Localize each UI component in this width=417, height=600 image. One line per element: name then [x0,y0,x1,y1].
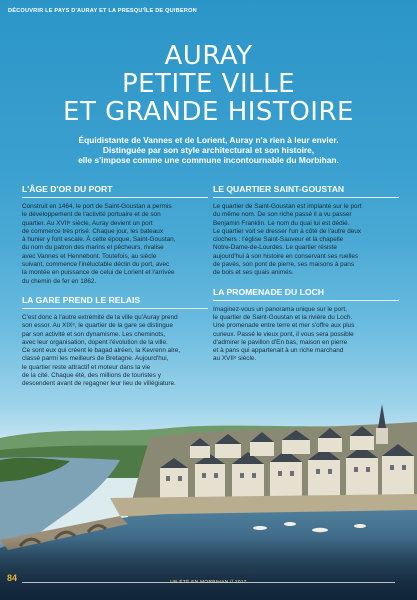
page-number: 84 [7,573,18,583]
section-relais [22,295,208,389]
body-line: de commerce très prisé. Chaque jour, les bateaux [22,227,164,235]
body-line: du chemin de fer en 1862. [22,277,97,285]
body-line: avec Vannes et Hennebont. Toutefois, au siècle [22,252,157,260]
body-line: Le quartier de Saint-Goustan est implanté sur le port [213,203,362,210]
section-quartier [213,184,399,278]
body-line: aujourd'hui à son histoire en conservant ses ruelles [213,252,359,260]
section-body [22,314,208,389]
body-line: curieux. Passé le vieux pont, il vous sera possible [213,330,354,338]
body-line: de pavés, son pont de pierre, ses maisons à pans [213,261,355,269]
body-line: par son activité et son dynamisme. Les cheminots, [22,330,166,338]
body-line: le quartier de Saint-Goustan et la rivière du Loch. [213,313,353,321]
body-line: Une promenade entre terre et mer s'offre aux plus [213,322,355,330]
intro-line: Distinguée par son style architectural et son histoire, [102,145,315,155]
section-body [22,203,208,286]
section-promenade [213,287,399,364]
section-body [213,306,399,364]
body-line: quartier. Au XVIIᵉ siècle, Auray devient un port [22,219,153,227]
body-line: clochers : l'église Saint-Sauveur et la chapelle [213,236,344,244]
body-line: du nom du patron des marins et pêcheurs, rivalise [22,244,164,252]
body-line: du même nom. De son riche passé il a vu passer [213,211,352,219]
body-line: à hunier y font escale. À cette époque, Saint-Goustan, [22,236,176,244]
title-line-2: PETITE VILLE [121,69,296,99]
body-line: Le quartier voit se dresser l'un à côté de l'autre deux [213,227,362,235]
body-line: au XVIIᵉ siècle. [213,355,257,363]
body-line: de la cité. Chaque été, des millions de touristes y [22,372,161,380]
page-title [0,42,417,126]
section-heading: L'ÂGE D'OR DU PORT [22,184,208,198]
body-line: C'est donc à l'autre extrémité de la ville qu'Auray prend [22,313,178,321]
section-heading: LE QUARTIER SAINT-GOUSTAN [213,184,399,198]
intro-line: elle s'impose comme une commune incontournable du Morbihan. [78,155,339,165]
town-river-photo [0,398,417,600]
title-line-3: ET GRANDE HISTOIRE [63,97,354,127]
title-line-1: AURAY [164,41,253,71]
intro-line: Équidistante de Vannes et de Lorient, Auray n'a rien à leur envier. [78,135,339,145]
body-line: la montée en puissance de celui de Lorient et l'arrivée [22,269,175,277]
body-line: d'admirer le pavillon d'En bas, maison en pierre [213,338,348,346]
section-heading: LA GARE PREND LE RELAIS [22,295,208,309]
section-kicker: DÉCOUVRIR LE PAYS D'AURAY ET LA PRESQU'ÎLE DE QUIBERON [8,8,197,14]
left-column [22,184,208,389]
body-line: et à pans qui appartenait à un riche marchand [213,347,344,355]
body-line: suivant, commence l'inéluctable déclin du port, avec [22,261,170,269]
body-line: de bois et ses quais animés. [213,269,294,277]
right-column [213,184,399,364]
body-line: son essor. Au XIXᵉ, le quartier de la gare se distingue [22,322,173,330]
intro-text [30,135,387,165]
body-line: Ce sont eux qui créent le bagad alréen, la Kevrenn alre, [22,347,181,355]
body-line: Construit en 1464, le port de Saint-Goustan a permis [22,203,172,210]
section-heading: LA PROMENADE DU LOCH [213,287,399,301]
body-line: Notre-Dame-de-Lourdes. Le quartier résiste [213,244,337,252]
body-line: classé parmi les meilleurs de Bretagne. Aujourd'hui, [22,355,169,363]
section-body [213,203,399,278]
section-age-or [22,184,208,286]
body-line: Imaginez-vous un panorama unique sur le port, [213,305,347,313]
body-line: avec leur organisation, dopent l'évolution de la ville. [22,338,168,346]
body-line: le quartier reste attractif et moteur dans la vie [22,363,151,371]
publication-name: UN ÉTÉ EN MORBIHAN // 2017 [170,580,247,585]
body-line: Benjamin Franklin. Le nom du quai lui est dédié. [213,219,350,227]
body-line: descendent avant de regagner leur lieu de villégiature. [22,380,176,388]
body-line: le développement de l'activité portuaire et de son [22,211,161,219]
